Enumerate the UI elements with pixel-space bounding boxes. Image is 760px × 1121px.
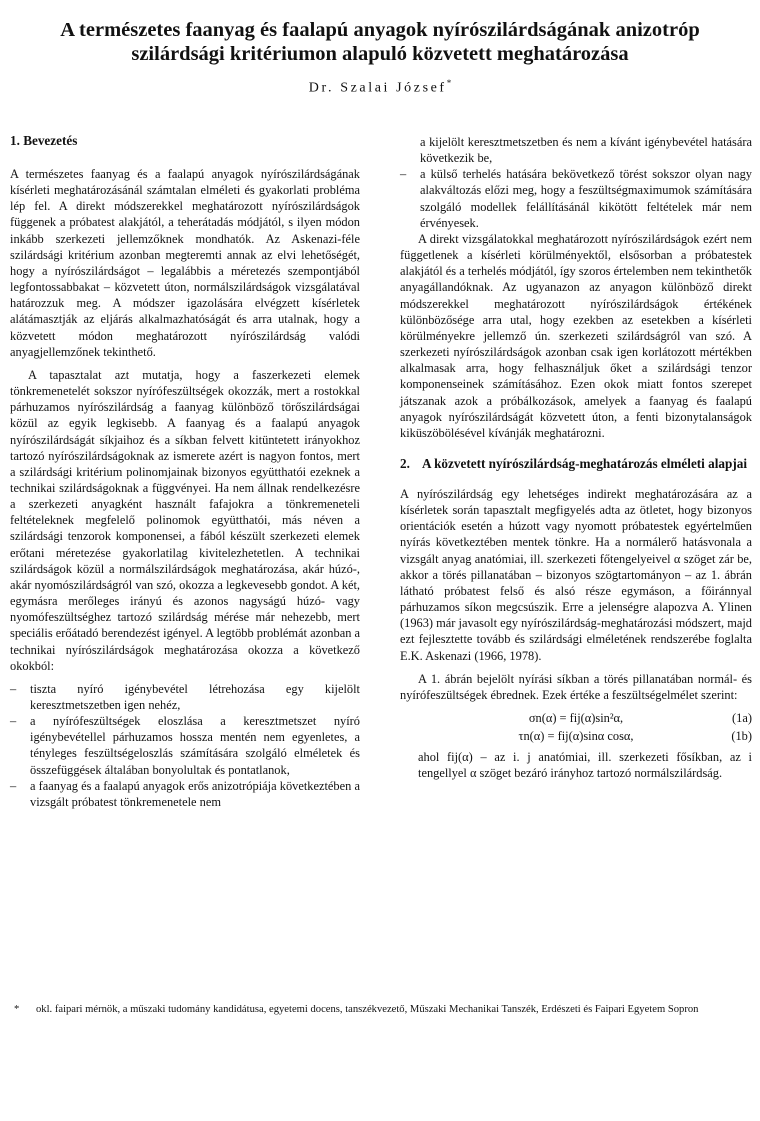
section-2-title: A közvetett nyírószilárdság-meghatározás elméleti alapjai [422,455,747,471]
title-line-2: szilárdsági kritériumon alapuló közvetett meghatározása [131,43,629,65]
list-item: – a faanyag és a faalapú anyagok erős anizotrópiája következtében a vizsgált próbatest tönkremenetele nem [10,778,360,810]
title-line-1: A természetes faanyag és faalapú anyagok nyírószilárdságának anizotróp [60,19,700,41]
equation-1b-formula: τn(α) = fij(α)sinα cosα, [518,729,634,743]
right-paragraph-1: A direkt vizsgálatokkal meghatározott nyírószilárdságok ezért nem függetlenek a kísérleti körülményektől, elsősorban a próbatestek alakjától és a terhelés módjától, így szoros értelemben nem tekinthetők anyagállandóknak. Az ugyanazon az anyagon különböző direkt módszerekkel meghatározott nyírószilárdságok értékének különbözősége arra utal, hogy ezekben az esetekben a kísérleti körülményekre jellemző ún. szerkezeti szilárdságról van szó. A szerkezeti nyírószilárdságok azonban csak igen korlátozott mértékben alkalmasak arra, hogy felhasználjuk őket a szilárdsági tenzor komponenseinek számításához. Ezen okok miatt fontos szerepet játszanak azok a próbálkozások, amelyek a faanyag és faalapú anyagok nyírószilárdságát közvetett úton, a fenti bizonytalanságok kiküszöbölésével kívánják meghatározni. [400,231,752,440]
list-item: – tiszta nyíró igénybevétel létrehozása egy kijelölt keresztmetszetben igen nehéz, [10,681,360,713]
footnote-text: okl. faipari mérnök, a műszaki tudomány kandidátusa, egyetemi docens, tanszékvezető, Műszaki Mechanikai Tanszék, Erdészeti és Faipari Egyetem Sopron [36,1004,699,1015]
equation-1a-formula: σn(α) = fij(α)sin²α, [528,711,624,725]
problem-list-continued [400,166,752,231]
left-column [10,132,360,810]
section-1-heading: 1. Bevezetés [10,133,78,148]
equation-1a [400,710,752,728]
author-name: Dr. Szalai József [308,80,447,96]
section-2-paragraph-2: A 1. ábrán bejelölt nyírási síkban a törés pillanatában normál- és nyírófeszültségek ébrednek. Ezek értéke a feszültségelmélet szerint: [400,671,752,702]
list-item: – a nyírófeszültségek eloszlása a keresztmetszet nyíró igénybevétellel párhuzamos hossza mentén nem egyenletes, a tényleges feszültségeloszlás számítására szolgáló elméletek és összefüggések általában bonyolultak és pontatlanok, [10,713,360,778]
section-2-paragraph-3: ahol fij(α) – az i. j anatómiai, ill. szerkezeti fősíkban, az i tengellyel α szöget bezáró irányhoz tartozó normálszilárdság. [418,750,752,781]
section-2-number: 2. [400,455,410,471]
list-item: – a külső terhelés hatására bekövetkező törést sokszor olyan nagy alakváltozás előzi meg, hogy a feszültségmaximumok számítására szolgáló modellek felállításánál kikötött feltételek már nem érvényesek. [400,166,752,231]
right-column [400,134,752,781]
article-title [20,18,740,66]
list-item-continuation: a kijelölt keresztmetszetben és nem a kívánt igénybevétel hatására következik be, [420,135,752,166]
footnote [14,1003,744,1017]
equation-1a-label: (1a) [732,711,752,725]
equation-1b [400,728,752,746]
section-1-paragraph-2: A tapasztalat azt mutatja, hogy a faszerkezeti elemek tönkremenetelét sokszor nyírófeszültségek okozzák, mert a rostokkal párhuzamos nyírószilárdság a faanyag különböző törőszilárdságai közül az egyik legkisebb. A faanyag és a faalapú anyagok nyírószilárdságát síkjaihoz és a síkban felvett kitüntetett irányokhoz tartozó nyírószilárdságoknak az ismerete azért is nagyon fontos, mert a szilárdsági kritérium polinomjainak bizonyos együtthatói ezeknek a technikai szilárdságoknak a függvényei. Ha nem állnak rendelkezésre a szerkezeti anyagként használt fafajokra a tönkremeneteli feltételeknek megfelelő polinomok együtthatói, más néven a szilárdsági tenzorok komponensei, a fából készült szerkezeti elemek erőtani méretezése gyakorlatilag kivitelezhetetlen. A technikai szilárdságok közül a normálszilárdságok meghatározása, akár húzó-, akár nyomószilárdságról van szó, okozza a legkevesebb gondot. A két, egymásra merőleges irányú és azonos nagyságú húzó- vagy nyomófeszültséghez tartozó szilárdság mérése már nehezebb, mert speciális erőátadó berendezést igényel. A legtöbb problémát azonban a technikai nyírószilárdságok meghatározása okozza a következő okokból: [10,367,360,673]
equations [400,710,752,746]
section-2-heading [400,455,752,472]
section-2-paragraph-1: A nyírószilárdság egy lehetséges indirekt meghatározására az a kísérletek során tapasztalt megfigyelés adta az ötletet, hogy bizonyos orientációk esetén a húzott vagy nyomott próbatestek egyértelműen nyírás következtében mentek tönkre. Ha a normálerő hatásvonala a vizsgált anyag anatómiai, ill. szerkezeti főtengelyeivel α szöget zár be, akkor a törés pillanatában – bizonyos szögtartományon – az 1. ábrán látható próbatest felső és alsó része egymáson, a főiránnyal párhuzamos síkon megcsúszik. Erre a jelenségre alapozva A. Ylinen (1963) már javasolt egy nyírószilárdság-meghatározási módszert, majd ezt fejlesztette tovább és szilárdsági elméletének rendszerébe foglalta E.K. Askenazi (1966, 1978). [400,486,752,663]
section-1-paragraph-1: A természetes faanyag és a faalapú anyagok nyírószilárdságának kísérleti meghatározásánál számtalan elméleti és gyakorlati probléma lép fel. A direkt módszerekkel meghatározott nyírószilárdságok függenek a próbatest alakjától, a teherátadás módjától, s ilyen módon inkább szerkezeti jellemzőknek mondhatók. Az Askenazi-féle szilárdsági kritérium azonban megteremti annak az elvi lehetőségét, hogy a nyírószilárdságot – legalábbis a méretezés szempontjából legfontossabbakat – közvetett úton, normálszilárdságok vizsgálatával határozzuk meg. A módszer igazolására elvégzett kísérletek alátámasztják az eljárás alkalmazhatóságát és arra utalnak, hogy a közvetett módon meghatározott nyírószilárdság valódi anyagjellemzőnek tekinthető. [10,167,360,359]
author [0,78,760,97]
footnote-mark: * [14,1004,20,1015]
equation-1b-label: (1b) [731,729,752,743]
problem-list [10,681,360,810]
author-footnote-mark: * [446,78,452,88]
